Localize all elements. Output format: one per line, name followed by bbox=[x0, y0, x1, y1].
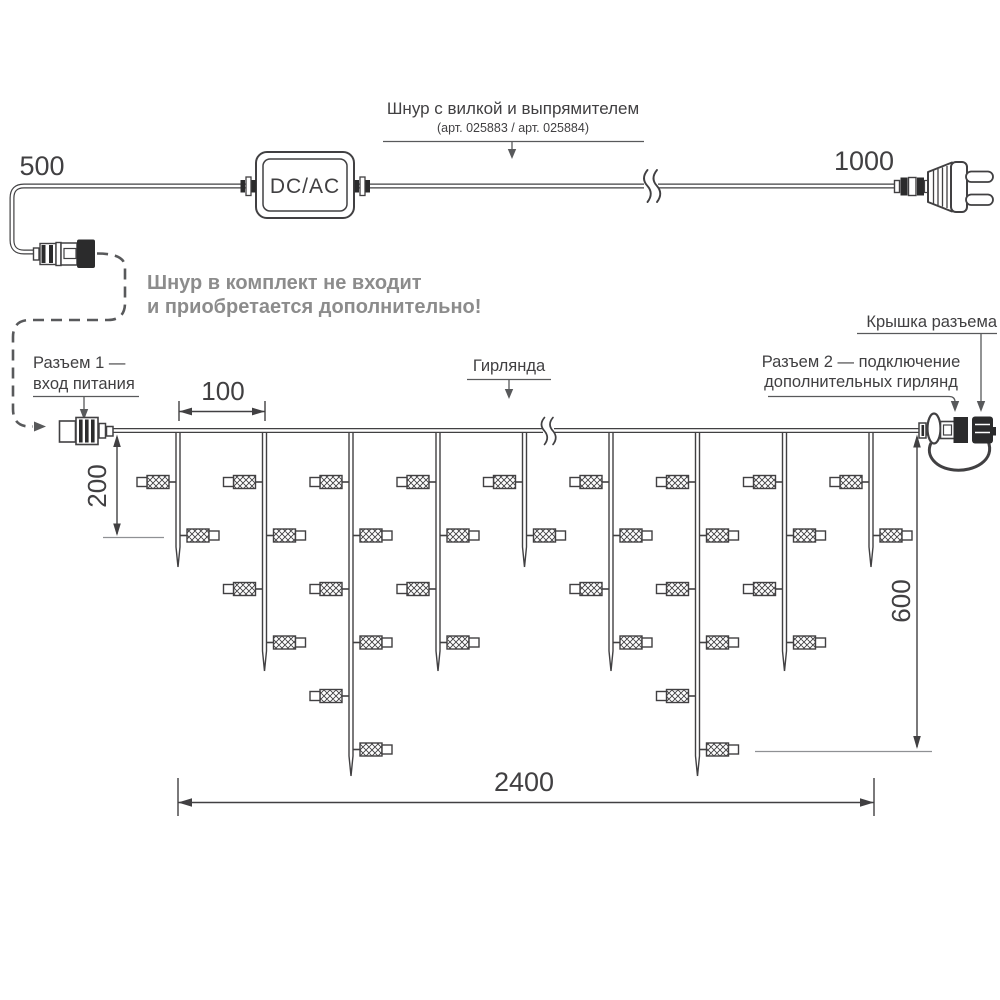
led-bulb bbox=[267, 529, 306, 542]
dcac-adapter bbox=[241, 152, 371, 218]
dimension-100 bbox=[179, 376, 265, 421]
dcac-label: DC/AC bbox=[269, 175, 341, 198]
led-bulb bbox=[527, 529, 566, 542]
garland-drop-medium bbox=[224, 433, 306, 671]
led-bulb bbox=[787, 636, 826, 649]
led-bulb bbox=[873, 529, 912, 542]
garland-drop-short bbox=[830, 433, 912, 567]
led-bulb bbox=[570, 476, 609, 489]
cord-callout bbox=[383, 99, 644, 159]
led-bulb bbox=[744, 476, 783, 489]
adapter-nub-left bbox=[241, 177, 257, 196]
garland-drops bbox=[137, 433, 912, 776]
cord-callout-articles: (арт. 025883 / арт. 025884) bbox=[437, 121, 589, 135]
garland-drop-medium bbox=[744, 433, 826, 671]
note-line1: Шнур в комплект не входит bbox=[147, 272, 422, 294]
led-bulb bbox=[744, 583, 783, 596]
led-bulb bbox=[484, 476, 523, 489]
connector1-callout bbox=[33, 354, 139, 420]
garland-drop-long bbox=[310, 433, 392, 776]
led-bulb bbox=[397, 583, 436, 596]
connector2-body bbox=[954, 417, 969, 443]
led-bulb bbox=[440, 529, 479, 542]
dim-100-label: 100 bbox=[201, 376, 245, 406]
garland-drop-short bbox=[137, 433, 219, 567]
led-bulb bbox=[700, 529, 739, 542]
led-bulb bbox=[830, 476, 869, 489]
dim-1000-label: 1000 bbox=[833, 146, 895, 176]
connector1-label-line2: вход питания bbox=[33, 375, 135, 393]
callout-arrow bbox=[508, 149, 516, 159]
led-bulb bbox=[397, 476, 436, 489]
led-bulb bbox=[224, 583, 263, 596]
led-bulb bbox=[613, 529, 652, 542]
connector2-callout bbox=[762, 353, 961, 412]
led-bulb bbox=[570, 583, 609, 596]
dim-600-label: 600 bbox=[886, 579, 916, 623]
garland-drop-short bbox=[484, 433, 566, 567]
led-bulb bbox=[267, 636, 306, 649]
dim-2400-label: 2400 bbox=[493, 767, 555, 797]
not-included-path bbox=[13, 254, 125, 432]
callout-arrow bbox=[951, 401, 959, 412]
power-cord-section bbox=[12, 99, 993, 268]
power-input-connector bbox=[34, 240, 96, 269]
led-bulb bbox=[657, 690, 696, 703]
adapter-nub-right bbox=[355, 177, 371, 196]
plug-prong bbox=[966, 195, 993, 206]
dimension-2400 bbox=[178, 767, 874, 816]
plug-prong bbox=[966, 172, 993, 183]
led-bulb bbox=[440, 636, 479, 649]
led-bulb bbox=[353, 743, 392, 756]
connector2-label-line2: дополнительных гирлянд bbox=[764, 373, 958, 391]
garland-input-connector bbox=[60, 418, 114, 445]
connector2-label-line1: Разъем 2 — подключение bbox=[761, 353, 961, 371]
led-bulb bbox=[657, 583, 696, 596]
garland-main-wire bbox=[113, 418, 921, 445]
cord-callout-title: Шнур с вилкой и выпрямителем bbox=[386, 99, 640, 118]
callout-arrow bbox=[977, 401, 985, 412]
cord-500 bbox=[12, 186, 258, 252]
led-bulb bbox=[224, 476, 263, 489]
led-bulb bbox=[353, 529, 392, 542]
cap-label: Крышка разъема bbox=[866, 313, 997, 331]
dim-200-label: 200 bbox=[82, 464, 112, 508]
connector-cap bbox=[972, 417, 996, 444]
led-bulb bbox=[310, 476, 349, 489]
garland-drop-medium bbox=[397, 433, 479, 671]
connector1-label-line1: Разъем 1 — bbox=[33, 354, 126, 372]
garland-callout bbox=[467, 357, 551, 399]
led-bulb bbox=[310, 690, 349, 703]
led-bulb bbox=[180, 529, 219, 542]
power-plug bbox=[895, 162, 994, 212]
led-bulb bbox=[353, 636, 392, 649]
led-bulb bbox=[137, 476, 176, 489]
garland-drop-medium bbox=[570, 433, 652, 671]
cord-1000 bbox=[352, 168, 898, 204]
garland-label: Гирлянда bbox=[472, 357, 546, 375]
dashed-arrow bbox=[34, 422, 46, 432]
led-bulb bbox=[787, 529, 826, 542]
garland-end-connector bbox=[919, 414, 996, 471]
led-bulb bbox=[700, 743, 739, 756]
callout-arrow bbox=[505, 389, 513, 399]
led-bulb bbox=[700, 636, 739, 649]
note bbox=[147, 272, 481, 318]
connector-cable-loop bbox=[929, 441, 989, 470]
led-bulb bbox=[310, 583, 349, 596]
note-line2: и приобретается дополнительно! bbox=[147, 296, 482, 318]
garland-drop-long bbox=[657, 433, 739, 776]
dim-500-label: 500 bbox=[19, 151, 65, 181]
led-bulb bbox=[613, 636, 652, 649]
led-bulb bbox=[657, 476, 696, 489]
